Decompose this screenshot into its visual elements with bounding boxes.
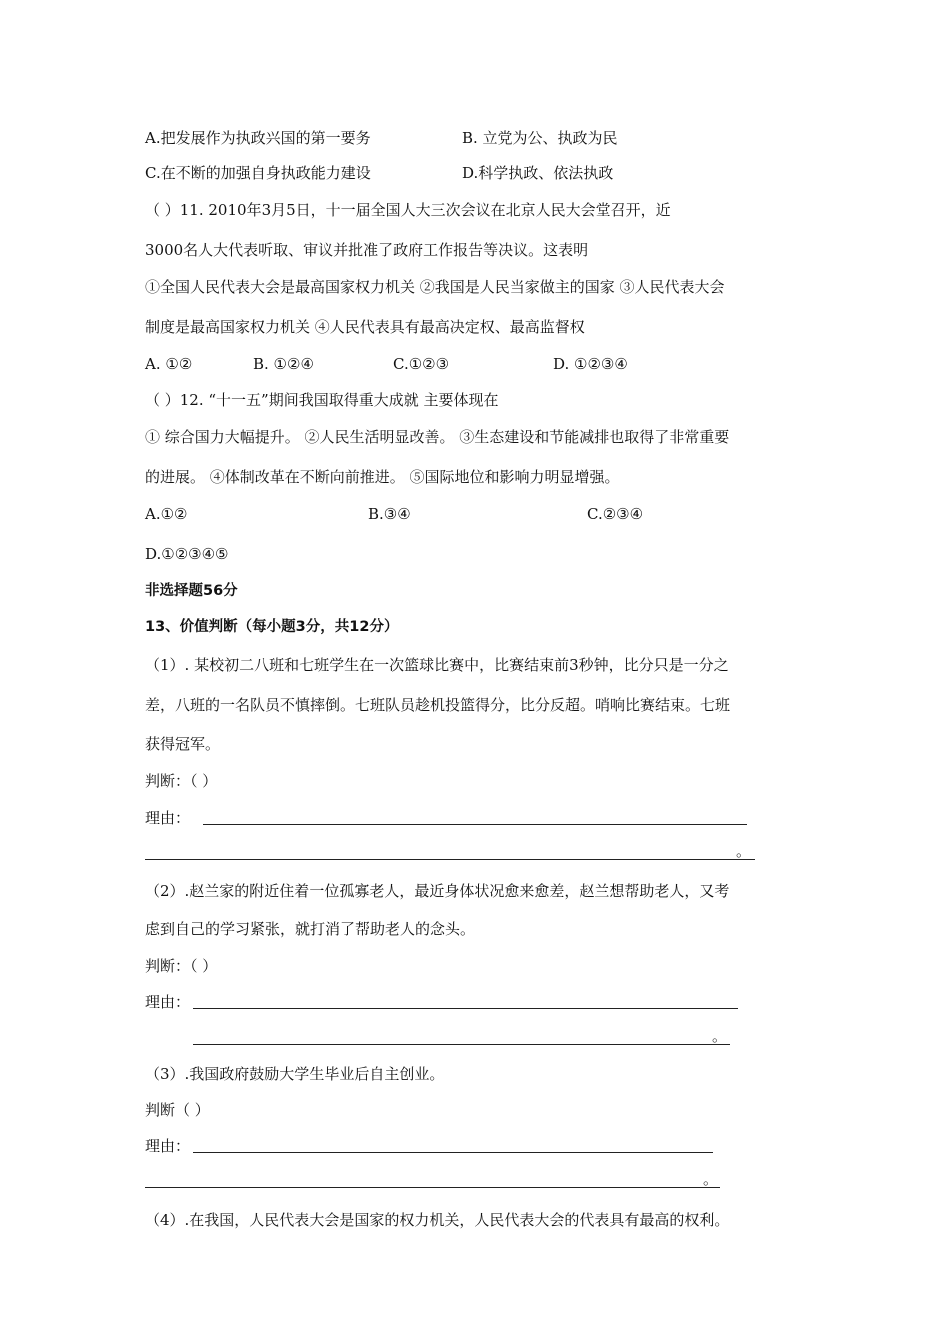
q12-stem: （ ）12. “十一五”期间我国取得重大成就 主要体现在 (145, 391, 499, 409)
q13-2-judge: 判断：（ ） (145, 957, 218, 975)
q12-option-a: A.①② (145, 505, 188, 523)
q13-1-line3: 获得冠军。 (145, 735, 221, 753)
q12-option-b: B.③④ (368, 505, 411, 523)
q13-3-line1: （3）.我国政府鼓励大学生毕业后自主创业。 (145, 1065, 445, 1083)
q13-1-line1: （1）. 某校初二八班和七班学生在一次篮球比赛中，比赛结束前3秒钟，比分只是一分之 (145, 656, 729, 674)
q11-stem-line1: （ ）11. 2010年3月5日，十一届全国人大三次会议在北京人民大会堂召开，近 (145, 201, 671, 219)
q10-option-d: D.科学执政、依法执政 (462, 164, 614, 182)
q12-option-c: C.②③④ (587, 505, 644, 523)
q11-option-a: A. ①② (145, 355, 193, 373)
q12-items-line1: ① 综合国力大幅提升。 ②人民生活明显改善。 ③生态建设和节能减排也取得了非常重要 (145, 428, 730, 446)
q13-3-answer-line-2[interactable] (145, 1187, 720, 1188)
q10-option-a: A.把发展作为执政兴国的第一要务 (145, 129, 371, 147)
q13-1-answer-line-1[interactable] (203, 824, 747, 825)
q13-3-reason-label: 理由： (145, 1137, 191, 1155)
q13-1-period: 。 (736, 842, 752, 860)
q11-stem-line2: 3000名人大代表听取、审议并批准了政府工作报告等决议。这表明 (145, 241, 589, 259)
q13-3-answer-line-1[interactable] (193, 1152, 713, 1153)
q13-1-judge: 判断：（ ） (145, 772, 218, 790)
q10-option-c: C.在不断的加强自身执政能力建设 (145, 164, 371, 182)
q11-option-c: C.①②③ (393, 355, 450, 373)
q10-option-b: B. 立党为公、执政为民 (462, 129, 618, 147)
q11-items-line2: 制度是最高国家权力机关 ④人民代表具有最高决定权、最高监督权 (145, 318, 585, 336)
q13-2-period: 。 (712, 1027, 728, 1045)
q12-items-line2: 的进展。 ④体制改革在不断向前推进。 ⑤国际地位和影响力明显增强。 (145, 468, 620, 486)
q13-2-line2: 虑到自己的学习紧张，就打消了帮助老人的念头。 (145, 920, 476, 938)
q13-1-reason-label: 理由： (145, 809, 191, 827)
q13-3-judge: 判断（ ） (145, 1101, 210, 1119)
q13-title: 13、价值判断（每小题3分，共12分） (145, 619, 399, 635)
q13-2-answer-line-2[interactable] (193, 1044, 730, 1045)
q13-2-answer-line-1[interactable] (193, 1008, 738, 1009)
q13-2-reason-label: 理由： (145, 993, 191, 1011)
q11-option-b: B. ①②④ (253, 355, 314, 373)
q13-2-line1: （2）.赵兰家的附近住着一位孤寡老人，最近身体状况愈来愈差，赵兰想帮助老人，又考 (145, 882, 730, 900)
q12-option-d: D.①②③④⑤ (145, 545, 229, 563)
q13-1-line2: 差，八班的一名队员不慎摔倒。七班队员趁机投篮得分，比分反超。哨响比赛结束。七班 (145, 696, 731, 714)
section-heading: 非选择题56分 (145, 583, 238, 599)
q11-option-d: D. ①②③④ (553, 355, 628, 373)
q11-items-line1: ①全国人民代表大会是最高国家权力机关 ②我国是人民当家做主的国家 ③人民代表大会 (145, 278, 725, 296)
q13-4-line1: （4）.在我国，人民代表大会是国家的权力机关，人民代表大会的代表具有最高的权利。 (145, 1211, 730, 1229)
q13-1-answer-line-2[interactable] (145, 859, 755, 860)
q13-3-period: 。 (703, 1170, 719, 1188)
